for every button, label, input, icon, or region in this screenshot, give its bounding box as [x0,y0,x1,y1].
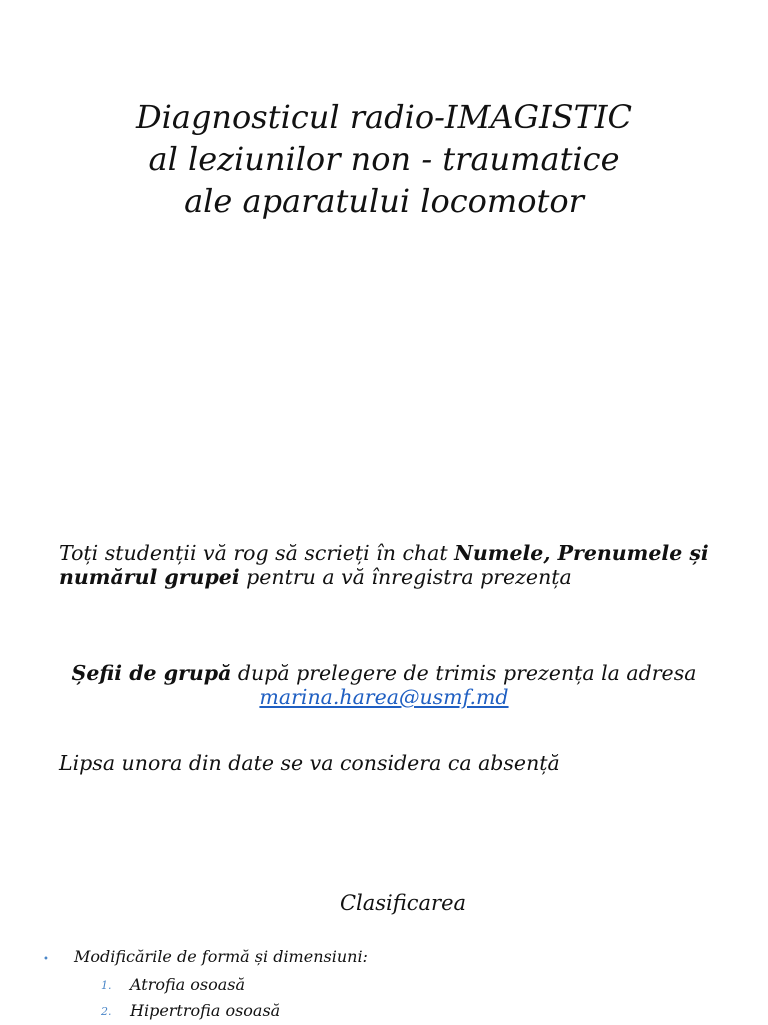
page-title [0,96,768,222]
group-leaders-text: după prelegere de trimis prezența la adresa [231,661,697,685]
classification-list [43,946,723,1024]
title-line-2: al leziunilor non - traumatice [148,140,620,178]
chat-instruction-paragraph [59,541,739,589]
list-item [43,946,723,1024]
numbered-sublist [74,972,723,1024]
list-number: 2. [101,1005,112,1018]
list-item-label: Atrofia osoasă [130,975,246,994]
list-number: 1. [101,979,112,992]
list-item [74,998,723,1024]
title-line-3: ale aparatului locomotor [184,182,584,220]
email-link[interactable]: marina.harea@usmf.md [259,685,509,709]
bullet-icon: • [43,954,49,965]
group-leaders-paragraph [0,661,768,709]
absence-note: Lipsa unora din date se va considera ca absență [59,751,560,775]
list-item [74,972,723,998]
list-item-label: Hipertrofia osoasă [130,1001,281,1020]
title-line-1: Diagnosticul radio-IMAGISTIC [135,98,633,136]
chat-instruction-bold: Numele, Prenumele și numărul grupei [59,541,709,589]
classification-heading: Clasificarea [339,891,467,915]
group-leaders-bold: Șefii de grupă [71,661,232,685]
chat-instruction-text: Toți studenții vă rog să scrieți în chat [59,541,455,565]
chat-instruction-suffix: pentru a vă înregistra prezența [239,565,572,589]
list-item-label: Modificările de formă și dimensiuni: [74,947,368,966]
